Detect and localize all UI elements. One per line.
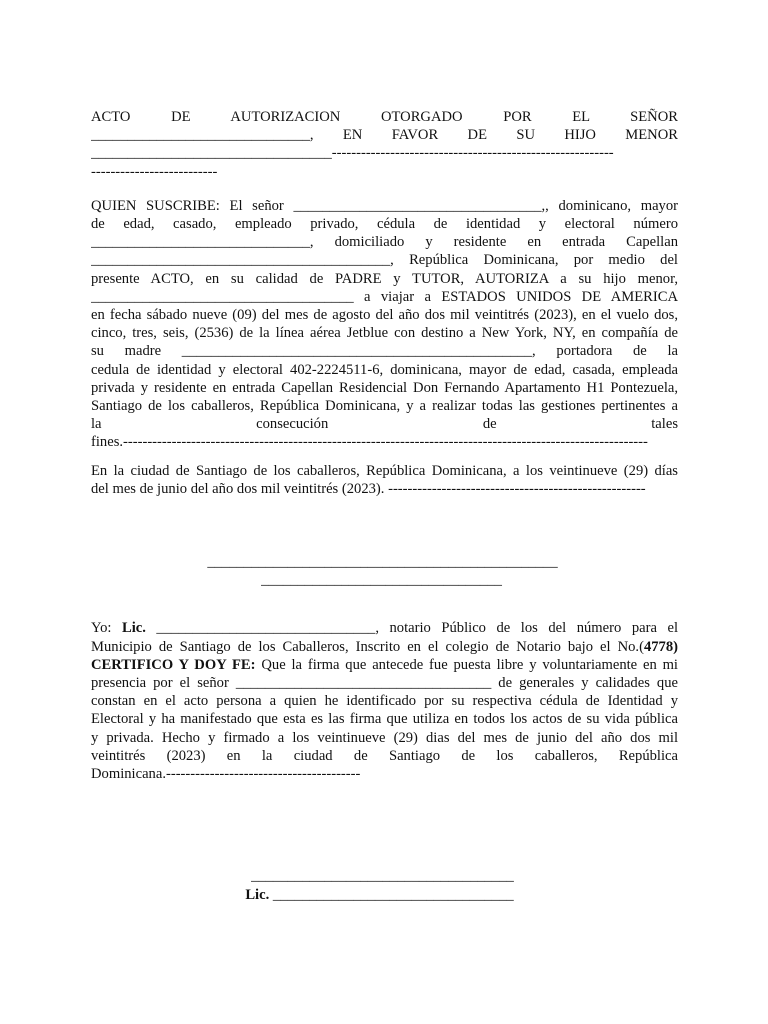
body-line: fines.------------------------------------------------------------------------------------------------------------	[91, 434, 648, 451]
body-line: en fecha sábado nueve (09) del mes de agosto del año dos mil veintitrés (2023), en el vuelo dos,	[91, 307, 678, 324]
body-line: ______________________________, domiciliado y residente en entrada Capellan	[91, 234, 678, 251]
body-line: ____________________________________ a viajar a ESTADOS UNIDOS DE AMERICA	[91, 288, 678, 305]
body-line: la consecución de tales	[91, 416, 678, 433]
date-paragraph	[91, 462, 678, 498]
title-line-2	[91, 126, 678, 144]
body-line: Electoral y ha manifestado que esta es las firma que utiliza en todos los actos de su vida pública	[91, 711, 678, 728]
body-line: cedula de identidad y electoral 402-2224511-6, dominicana, mayor de edad, casada, empleada	[91, 361, 678, 378]
certifico-label: CERTIFICO Y DOY FE:	[91, 656, 256, 673]
title-line-1: ACTO DE AUTORIZACION OTORGADO POR EL SEÑOR	[91, 109, 678, 125]
body-line: presencia por el señor ___________________________________ de generales y calidades que	[91, 675, 678, 692]
signature-block-1	[91, 553, 678, 589]
body-line: _________________________________________, República Dominicana, por medio del	[91, 252, 678, 269]
body-line: veintitrés (2023) en la ciudad de Santiago de los caballeros, República	[91, 747, 678, 764]
notary-paragraph	[91, 619, 678, 783]
body-line: En la ciudad de Santiago de los caballeros, República Dominicana, a los veintinueve (29) días	[91, 462, 678, 479]
notary-number-close: )	[673, 638, 678, 655]
body-line: presente ACTO, en su calidad de PADRE y TUTOR, AUTORIZA a su hijo menor,	[91, 270, 678, 287]
title-line-2-text: ______________________________, EN FAVOR DE SU HIJO MENOR	[91, 127, 678, 144]
notary-line-1	[91, 619, 678, 637]
signature-line: ________________________________________________	[207, 554, 558, 571]
notary-name-line	[81, 886, 678, 904]
notary-line-3	[91, 656, 678, 674]
title-line-3: _________________________________----------------------------------------------------------	[91, 145, 614, 162]
notary-line-2-text: Municipio de Santiago de los Caballeros, Inscrito en el colegio de Notario bajo el No.(	[91, 638, 644, 655]
body-line: su madre ________________________________________________, portadora de la	[91, 343, 678, 360]
notary-line-3-rest: Que la firma que antecede fue puesta libre y voluntariamente en mi	[255, 656, 678, 673]
notary-line-1-rest: ______________________________, notario Público de los del número para el	[145, 620, 678, 637]
body-line: Dominicana.----------------------------------------	[91, 766, 361, 783]
body-line: cinco, tres, seis, (2536) de la línea aérea Jetblue con destino a New York, NY, en compañía de	[91, 325, 678, 342]
document-page	[91, 108, 678, 904]
body-line: de edad, casado, empleado privado, cédula de identidad y electoral número	[91, 216, 678, 233]
notary-name-blank: _________________________________	[269, 886, 514, 903]
notary-number: 4778	[643, 638, 674, 655]
body-line: y privada. Hecho y firmado a los veintinueve (29) dias del mes de junio del año dos mil	[91, 729, 678, 746]
signature-block-2	[91, 867, 678, 903]
lic-label: Lic.	[121, 620, 146, 637]
body-line: QUIEN SUSCRIBE: El señor __________________________________,, dominicano, mayor	[91, 197, 678, 214]
signature-name-line: _________________________________	[261, 572, 502, 589]
notary-line-2	[91, 638, 678, 656]
body-line: Santiago de los caballeros, República Dominicana, y a realizar todas las gestiones pertinentes a	[91, 398, 678, 415]
authorization-paragraph	[91, 197, 678, 452]
body-line: constan en el acto persona a quien he identificado por su respectiva cédula de Identidad y	[91, 693, 678, 710]
title-line-4: --------------------------	[91, 163, 218, 180]
body-line: del mes de junio del año dos mil veintitrés (2023). -----------------------------------------------------	[91, 480, 646, 497]
yo-label: Yo:	[91, 620, 122, 637]
notary-lic-label: Lic.	[245, 886, 270, 903]
body-line: privada y residente en entrada Capellan Residencial Don Fernando Apartamento H1 Pontezuela,	[91, 379, 678, 396]
notary-signature-line: ____________________________________	[251, 868, 514, 885]
